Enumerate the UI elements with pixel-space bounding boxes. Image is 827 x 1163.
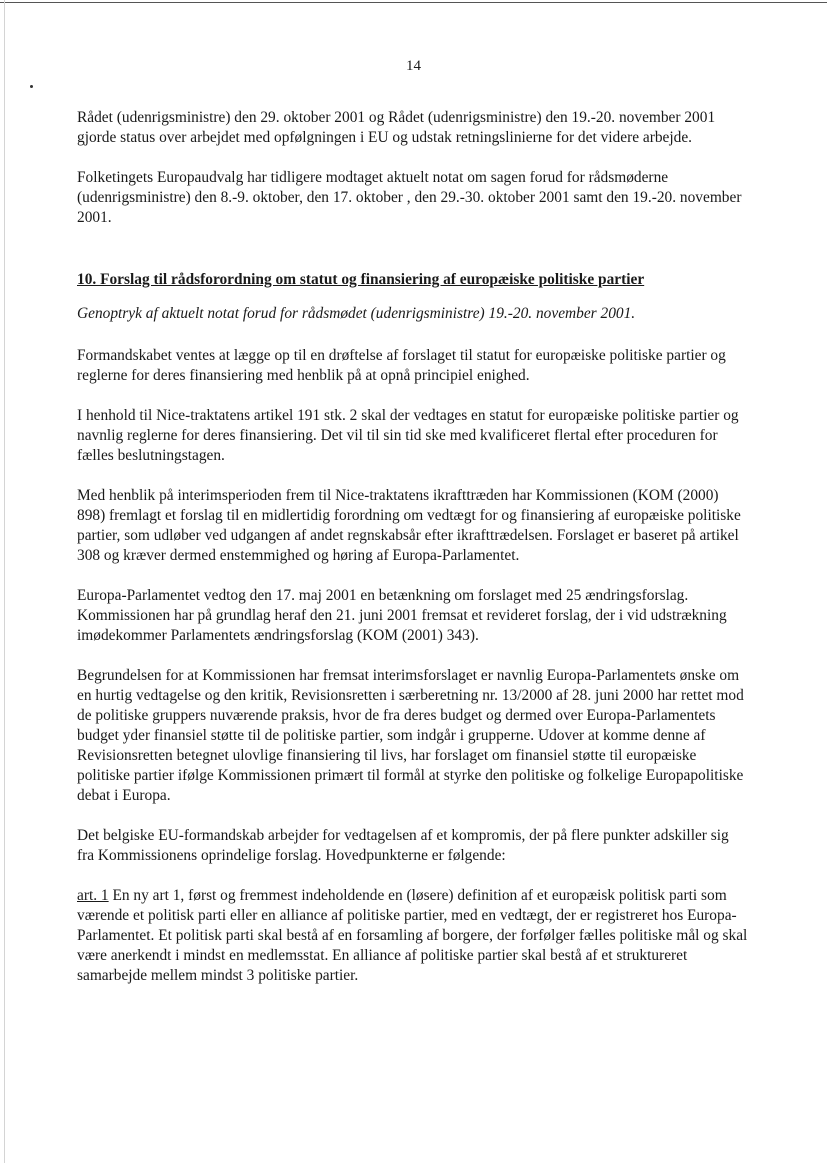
top-border-line	[0, 2, 827, 3]
paragraph-3: Formandskabet ventes at lægge op til en drøftelse af forslaget til statut for europæiske politiske partier og reglerne for deres finansiering med henblik på at opnå principiel enighed.	[77, 347, 726, 384]
page-number: 14	[406, 58, 421, 74]
paragraph-9	[77, 886, 749, 986]
paragraph-2: Folketingets Europaudvalg har tidligere modtaget aktuelt notat om sagen forud for rådsmøderne (udenrigsministre) den 8.-9. oktober, den 17. oktober , den 29.-30. oktober 2001 samt den 19.-20. november 2001.	[77, 169, 742, 226]
scan-speck	[30, 85, 33, 88]
document-body	[77, 108, 749, 1006]
paragraph-8: Det belgiske EU-formandskab arbejder for vedtagelsen af et kompromis, der på flere punkter adskiller sig fra Kommissionens oprindelige forslag. Hovedpunkterne er følgende:	[77, 827, 729, 864]
paragraph-1: Rådet (udenrigsministre) den 29. oktober 2001 og Rådet (udenrigsministre) den 19.-20. november 2001 gjorde status over arbejdet med opfølgningen i EU og udstak retningslinierne for det videre arbejde.	[77, 109, 716, 146]
section-heading: 10. Forslag til rådsforordning om statut og finansiering af europæiske politiske partier	[77, 271, 645, 288]
left-scan-edge	[4, 0, 5, 1163]
paragraph-4: I henhold til Nice-traktatens artikel 191 stk. 2 skal der vedtages en statut for europæiske politiske partier og navnlig reglerne for deres finansiering. Det vil til sin tid ske med kvalificeret flertal efter proceduren for fælles beslutningstagen.	[77, 407, 739, 464]
paragraph-5: Med henblik på interimsperioden frem til Nice-traktatens ikrafttræden har Kommissionen (KOM (2000) 898) fremlagt et forslag til en midlertidig forordning om vedtægt for og finansiering af europæiske politiske partier, som udløber ved udgangen af andet regnskabsår efter ikrafttrædelsen. Forslaget er baseret på artikel 308 og kræver dermed enstemmighed og høring af Europa-Parlamentet.	[77, 487, 741, 564]
paragraph-7: Begrundelsen for at Kommissionen har fremsat interimsforslaget er navnlig Europa-Parlamentets ønske om en hurtig vedtagelse og den kritik, Revisionsretten i særberetning nr. 13/2000 af 28. juni 2000 har rettet mod de politiske gruppers nuværende praksis, hvor de fra deres budget og dermed over Europa-Parlamentets budget yder finansiel støtte til de politiske partier, som indgår i grupperne. Udover at komme denne af Revisionsretten betegnet ulovlige finansiering til livs, har forslaget om finansiel støtte til europæiske politiske partier ifølge Kommissionen primært til formål at styrke den politiske og folkelige Europapolitiske debat i Europa.	[77, 667, 744, 804]
article-text: En ny art 1, først og fremmest indeholdende en (løsere) definition af et europæisk politisk parti som værende et politisk parti eller en alliance af politiske partier, med en vedtægt, der er registreret hos Europa-Parlamentet. Et politisk parti skal bestå af en forsamling af borgere, der forfølger fælles politiske mål og skal være anerkendt i mindst en medlemsstat. En alliance af politiske partier skal bestå af et struktureret samarbejde mellem mindst 3 politiske partier.	[77, 887, 748, 984]
article-label: art. 1	[77, 887, 109, 904]
paragraph-6: Europa-Parlamentet vedtog den 17. maj 2001 en betænkning om forslaget med 25 ændringsforslag. Kommissionen har på grundlag heraf den 21. juni 2001 fremsat et revideret forslag, der i vid udstrækning imødekommer Parlamentets ændringsforslag (KOM (2001) 343).	[77, 587, 727, 644]
section-subtitle: Genoptryk af aktuelt notat forud for rådsmødet (udenrigsministre) 19.-20. november 2001.	[77, 305, 636, 322]
